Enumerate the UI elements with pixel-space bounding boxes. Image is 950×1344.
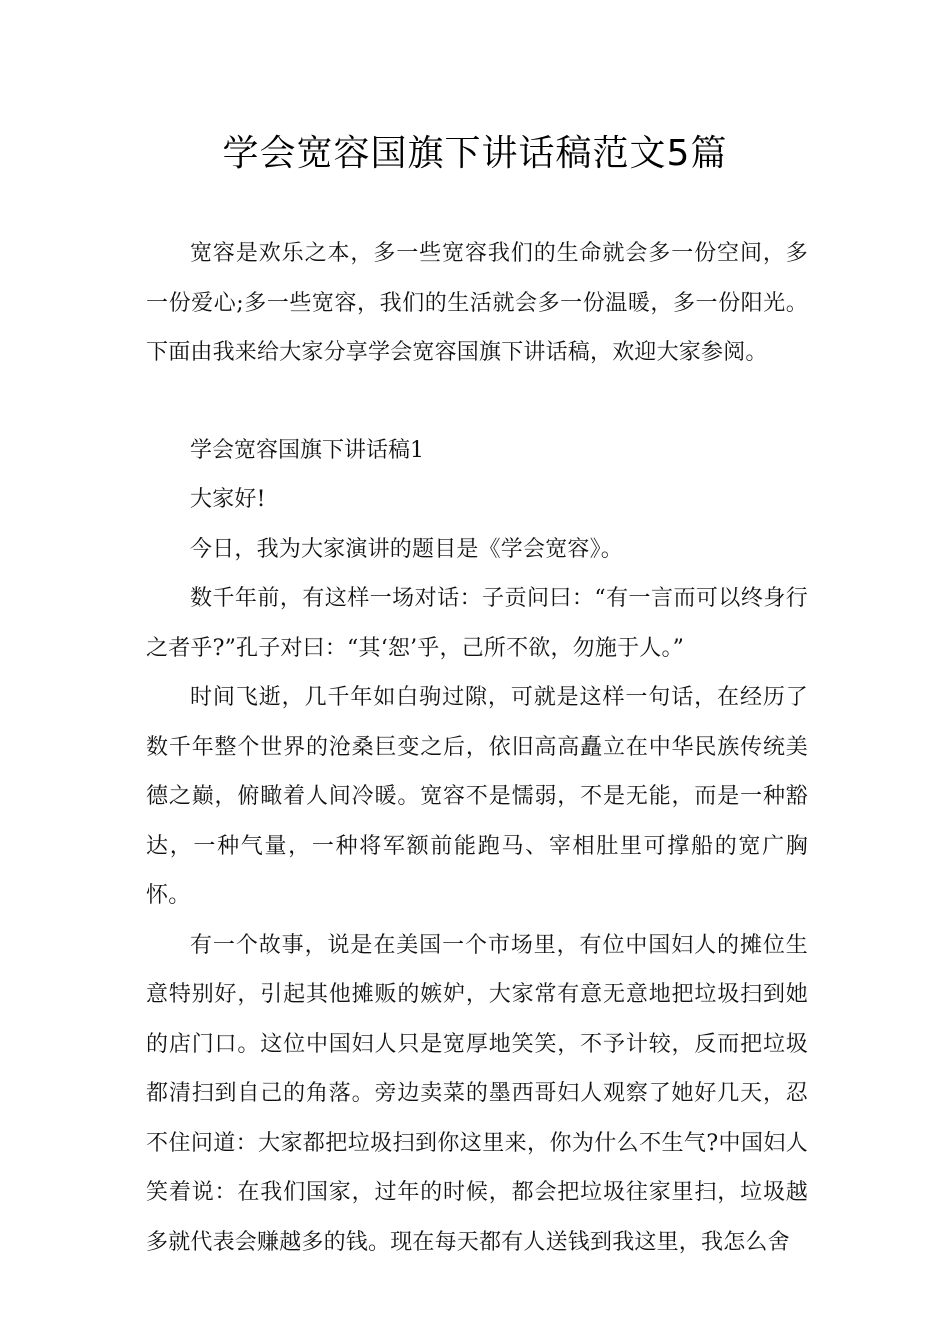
story-paragraph: 有一个故事，说是在美国一个市场里，有位中国妇人的摊位生意特别好，引起其他摊贩的嫉妒，大家常有意无意地把垃圾扫到她的店门口。这位中国妇人只是宽厚地笑笑，不予计较，反而把垃圾都清扫到自己的角落。旁边卖菜的墨西哥妇人观察了她好几天，忍不住问道：大家都把垃圾扫到你这里来，你为什么不生气?中国妇人笑着说：在我们国家，过年的时候，都会把垃圾往家里扫，垃圾越多就代表会赚越多的钱。现在每天都有人送钱到我这里，我怎么舍 <box>146 932 808 1255</box>
intro-paragraph: 宽容是欢乐之本，多一些宽容我们的生命就会多一份空间，多一份爱心;多一些宽容，我们的生活就会多一份温暖，多一份阳光。下面由我来给大家分享学会宽容国旗下讲话稿，欢迎大家参阅。 <box>146 241 808 365</box>
document-body <box>146 229 808 1267</box>
tolerance-paragraph: 时间飞逝，几千年如白驹过隙，可就是这样一句话，在经历了数千年整个世界的沧桑巨变之后，依旧高高矗立在中华民族传统美德之巅，俯瞰着人间冷暖。宽容不是懦弱，不是无能，而是一种豁达，一种气量，一种将军额前能跑马、宰相肚里可撑船的宽广胸怀。 <box>146 685 808 908</box>
greeting-paragraph: 大家好! <box>190 487 266 512</box>
section-spacer <box>146 378 808 426</box>
document-title: 学会宽容国旗下讲话稿范文5篇 <box>222 133 728 174</box>
section-heading: 学会宽容国旗下讲话稿1 <box>190 437 424 463</box>
topic-paragraph: 今日，我为大家演讲的题目是《学会宽容》。 <box>190 536 624 562</box>
dialogue-paragraph: 数千年前，有这样一场对话：子贡问曰：“有一言而可以终身行之者乎?”孔子对曰：“其‘恕’乎，己所不欲，勿施于人。” <box>146 586 808 661</box>
